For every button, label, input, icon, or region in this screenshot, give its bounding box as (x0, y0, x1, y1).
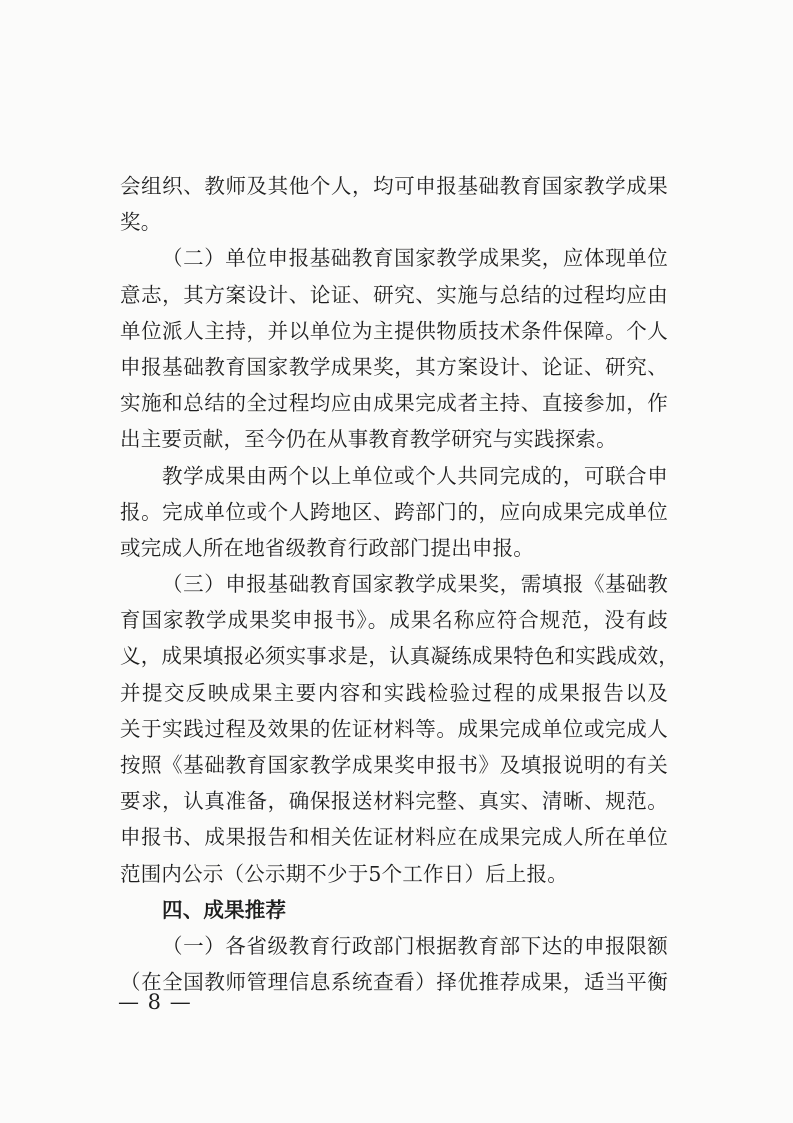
paragraph-first-line: （一）各省级教育行政部门根据教育部下达的申报限额 (162, 933, 668, 958)
text-line: 奖。 (120, 210, 162, 235)
page-number: — 8 — (118, 990, 192, 1014)
text-line: 要求，认真准备，确保报送材料完整、真实、清晰、规范。 (120, 789, 668, 814)
text-line: 会组织、教师及其他个人，均可申报基础教育国家教学成果 (120, 174, 668, 198)
text-line: 申报书、成果报告和相关佐证材料应在成果完成人所在单位 (120, 825, 668, 850)
text-line: 并提交反映成果主要内容和实践检验过程的成果报告以及 (120, 680, 668, 705)
text-line: 报。完成单位或个人跨地区、跨部门的，应向成果完成单位 (120, 499, 668, 524)
text-line: 申报基础教育国家教学成果奖，其方案设计、论证、研究、 (120, 354, 668, 379)
text-line: 出主要贡献，至今仍在从事教育教学研究与实践探索。 (120, 427, 617, 452)
text-line: 义，成果填报必须实事求是，认真凝练成果特色和实践成效， (120, 644, 679, 669)
text-line: 范围内公示（公示期不少于5个工作日）后上报。 (120, 861, 568, 886)
text-line: （在全国教师管理信息系统查看）择优推荐成果，适当平衡 (120, 970, 668, 995)
text-line: 单位派人主持，并以单位为主提供物质技术条件保障。个人 (120, 318, 668, 343)
body-text (120, 168, 679, 1000)
paragraph-first-line: 教学成果由两个以上单位或个人共同完成的，可联合申 (162, 463, 668, 488)
paragraph-first-line: （三）申报基础教育国家教学成果奖，需填报《基础教 (162, 572, 668, 597)
text-line: 按照《基础教育国家教学成果奖申报书》及填报说明的有关 (120, 753, 668, 777)
text-line: 或完成人所在地省级教育行政部门提出申报。 (120, 535, 534, 560)
text-line: 实施和总结的全过程均应由成果完成者主持、直接参加，作 (120, 391, 668, 416)
section-heading: 四、成果推荐 (162, 897, 287, 922)
text-line: 意志，其方案设计、论证、研究、实施与总结的过程均应由 (120, 282, 668, 307)
text-line: 育国家教学成果奖申报书》。成果名称应符合规范，没有歧 (120, 608, 668, 633)
paragraph-first-line: （二）单位申报基础教育国家教学成果奖，应体现单位 (162, 246, 668, 271)
text-line: 关于实践过程及效果的佐证材料等。成果完成单位或完成人 (120, 716, 668, 741)
